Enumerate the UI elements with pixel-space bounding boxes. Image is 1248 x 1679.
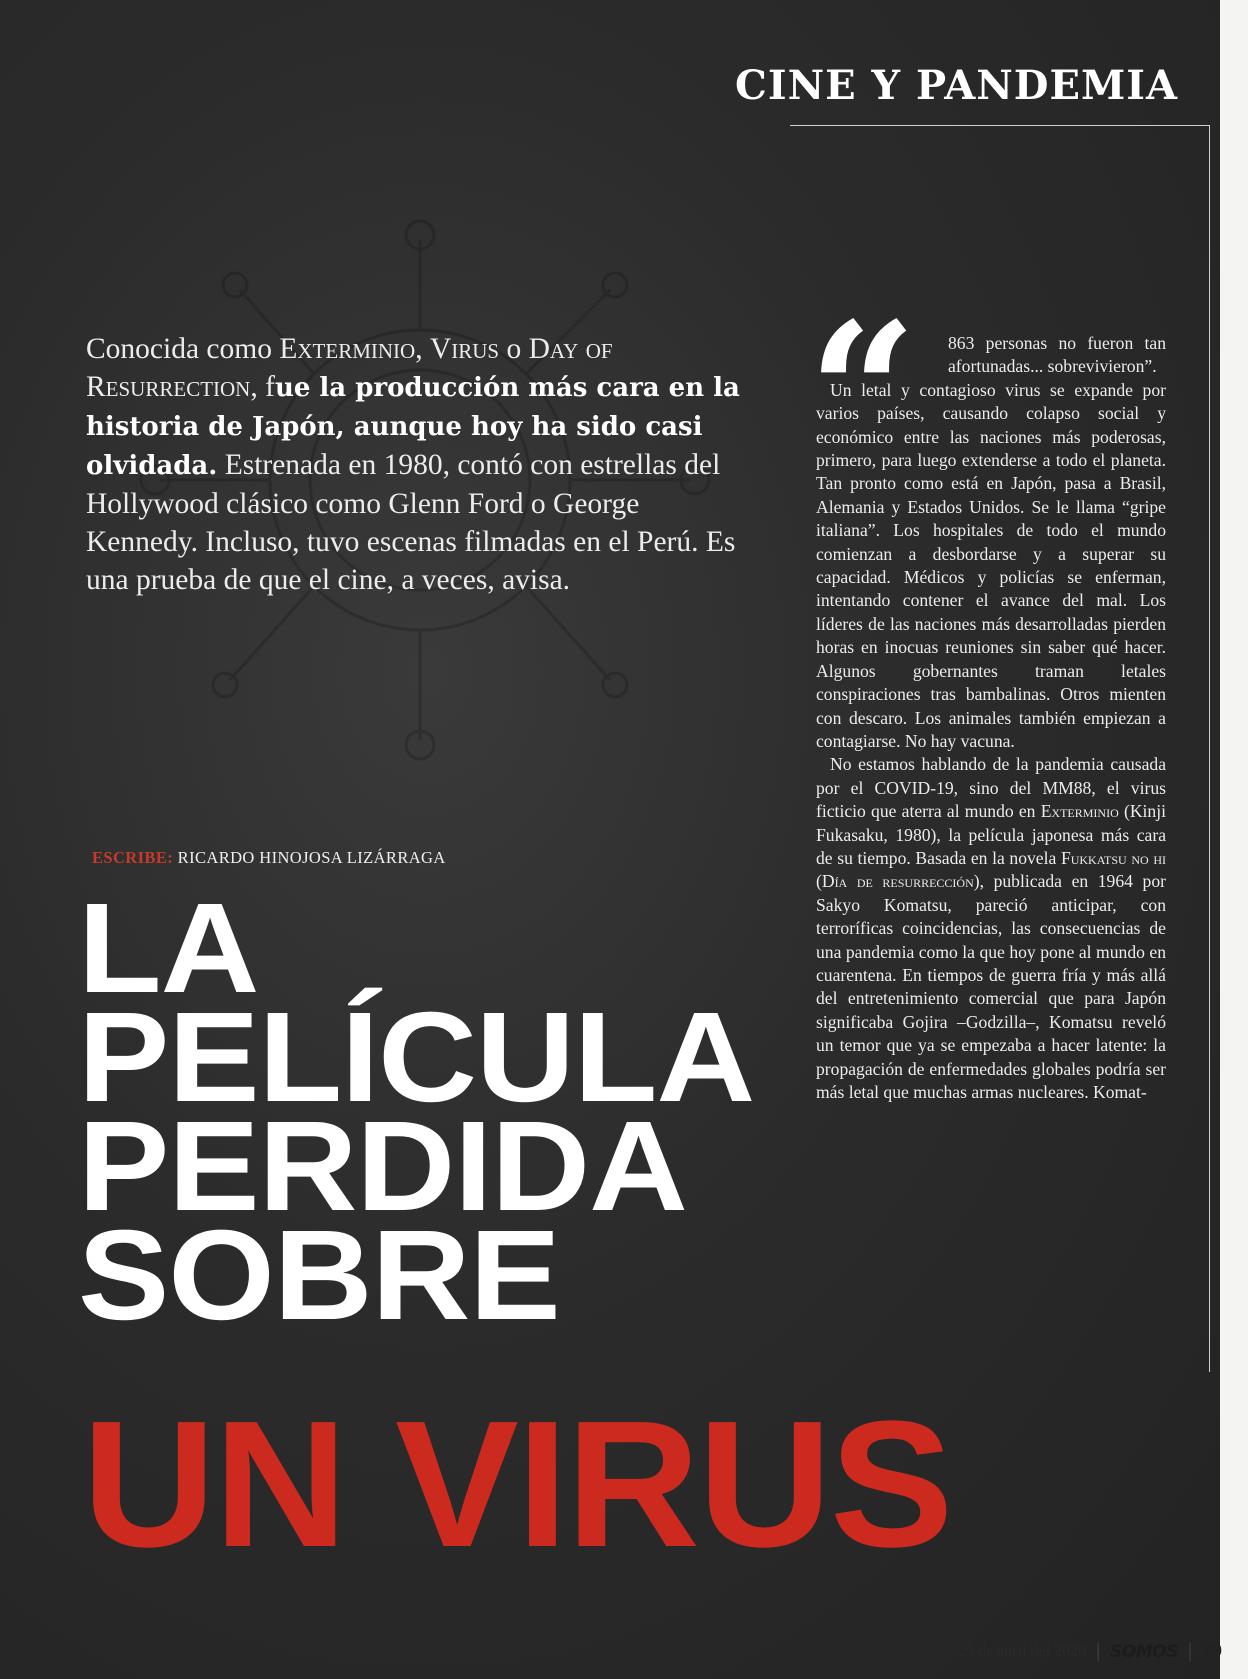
lead-text-2: Estrenada en 1980, contó con estrellas del Hollywood clásico como Glenn Ford o George Kennedy. Incluso, tuvo escenas filmadas en el Perú. Es una prueba de que el cine, a veces, avisa. (86, 449, 736, 596)
body-quote (816, 332, 1166, 379)
headline-line-2: PELÍCULA (78, 986, 755, 1129)
p2-film-title: Exterminio (1040, 801, 1119, 822)
headline-red-line: UN VIRUS (82, 1384, 952, 1585)
byline (92, 848, 446, 868)
magazine-logo: SOMOS (1110, 1641, 1178, 1662)
opening-quote-mark: “ (808, 281, 918, 504)
section-title: CINE Y PANDEMIA (735, 62, 1178, 109)
frame-top-rule (790, 125, 1210, 126)
headline-line-1: LA (78, 877, 259, 1020)
byline-author: RICARDO HINOJOSA LIZÁRRAGA (177, 848, 446, 867)
body-paragraph-2 (816, 753, 1166, 1104)
lead-title-day-of-resurrection: Day of Resurrection (86, 333, 613, 403)
headline-line-3: PERDIDA (78, 1095, 687, 1238)
p2-text-d: ), publicada en 1964 por Sakyo Komatsu, pareció anticipar, con terroríficas coincidencias, las consecuencias de una pandemia como la que hoy pone al mundo en cuarentena. En tiempos de guerra fría y más allá del entretenimiento comercial que para Japón significaba Gojira –Godzilla–, Komatsu reveló un temor que ya se empezaba a hacer latente: la propagación de enfermedades globales podría ser más letal que muchas armas nucleares. Komat- (816, 871, 1166, 1102)
page-footer (958, 1640, 1222, 1663)
lead-bold-text: ue la producción más cara en la historia de Japón, aunque hoy ha sido casi olvidada. (86, 373, 740, 481)
byline-label: ESCRIBE: (92, 848, 174, 867)
lead-title-exterminio: Exterminio (279, 333, 416, 365)
lead-title-virus: Virus (429, 333, 500, 365)
body-paragraph-1: Un letal y contagioso virus se expande por varios países, causando colapso social y económico entre las naciones más poderosas, primero, para luego extenderse a todo el planeta. Tan pronto como está en Japón, pasa a Brasil, Alemania y Estados Unidos. Se le llama “gripe italiana”. Los hospitales de todo el mundo comienzan a desbordarse y a superar su capacidad. Médicos y policías se enferman, intentando contener el avance del mal. Los líderes de las naciones más desarrolladas pierden horas en inocuas reuniones sin saber qué hacer. Algunos gobernantes traman letales conspiraciones tras bambalinas. Otros mienten con descaro. Los animales también empiezan a contagiarse. No hay vacuna. (816, 379, 1166, 751)
p2-text-b: (Kinji Fukasaku, 1980), la película japonesa más cara de su tiempo. Basada en la novela (816, 801, 1166, 868)
frame-right-rule (1209, 125, 1210, 1372)
lead-sep-1: , (415, 333, 430, 365)
footer-date: 25 de abril del 2020 (958, 1642, 1087, 1660)
p2-text-a: No estamos hablando de la pandemia causada por el COVID-19, sino del MM88, el virus ficticio que aterra al mundo en (816, 754, 1166, 822)
p2-novel-title-es: Día de resurrección (821, 871, 974, 892)
lead-text-1: Conocida como (86, 333, 280, 365)
headline-line-4: SOBRE (78, 1204, 560, 1347)
body-quote-text: 863 personas no fueron tan afortunadas... sobrevivieron”. (948, 333, 1166, 377)
footer-separator-1: | (1096, 1640, 1101, 1662)
page-number: 29 (1202, 1640, 1222, 1662)
lead-sep-2: o (499, 333, 529, 365)
headline (78, 877, 755, 1347)
p2-text-c: ( (816, 871, 822, 892)
footer-separator-2: | (1187, 1640, 1192, 1662)
p2-novel-title: Fukkatsu no hi (1060, 847, 1166, 868)
lead-sep-3: , f (250, 371, 275, 403)
body-column (816, 332, 1166, 1104)
lead-paragraph (86, 330, 746, 599)
